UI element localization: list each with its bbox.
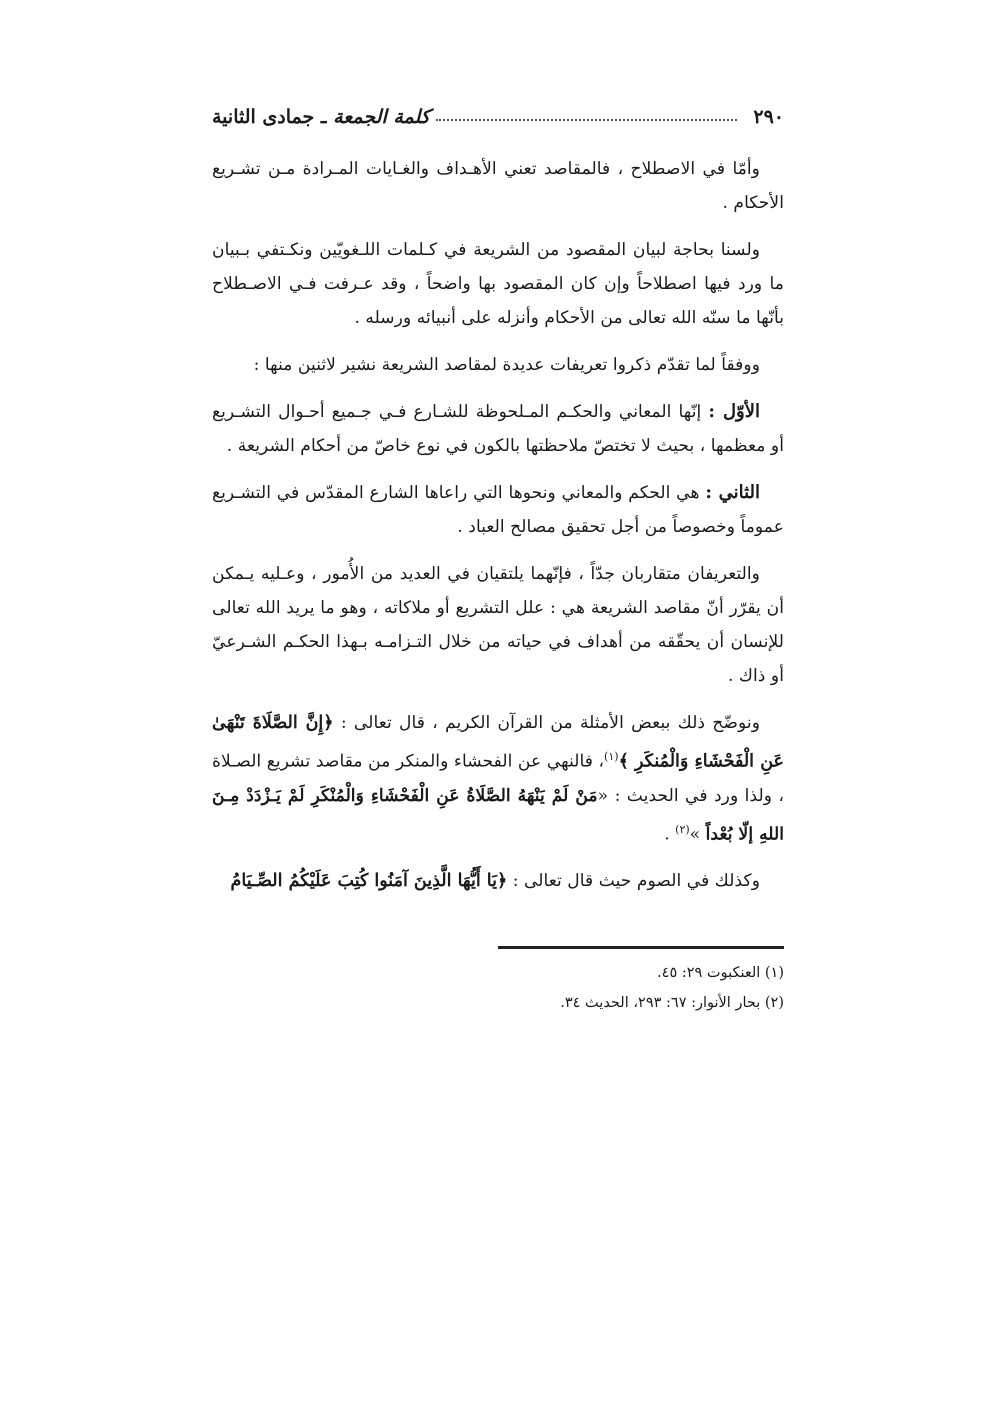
paragraph-1: وأمّا في الاصطلاح ، فالمقاصد تعني الأهـداف والغـايات المـرادة مـن تشـريع الأحكام . bbox=[212, 159, 784, 213]
footnote-1: (١) العنكبوت ٢٩: ٤٥. bbox=[657, 965, 784, 981]
publication-logo: كلمة الجمعة bbox=[333, 106, 430, 128]
definition-first-text: إنّها المعاني والحكـم المـلحوظة للشـارع فـي جـميع أحـوال التشـريع أو معظمها ، بحيث لا تختصّ ملاحظتها بالكون في نوع خاصّ من أحكام الشريعة . bbox=[212, 402, 784, 456]
definition-second-label: الثاني : bbox=[705, 482, 760, 503]
definition-second-text: هي الحكم والمعاني ونحوها التي راعاها الشارع المقدّس في التشـريع عموماً وخصوصاً من أجل تحقيق مصالح العباد . bbox=[212, 483, 784, 537]
paragraph-7-end: . bbox=[664, 824, 676, 845]
running-title bbox=[212, 106, 430, 128]
page-header bbox=[212, 100, 784, 134]
paragraph-7-intro: ونوضّح ذلك ببعض الأمثلة من القرآن الكريم ، قال تعالى : bbox=[333, 713, 761, 733]
paragraph-5 bbox=[212, 476, 784, 544]
footnotes bbox=[212, 958, 784, 1018]
quran-verse-2: ﴿يَا أَيُّهَا الَّذِينَ آمَنُوا كُتِبَ عَلَيْكُمُ الصِّـيَامُ bbox=[230, 871, 508, 892]
footnote-ref-1: (١) bbox=[604, 750, 619, 763]
paragraph-7-middle: ، فالنهي عن الفحشاء والمنكر من مقاصد تشريع الصـلاة ، ولذا ورد في الحديث : « bbox=[212, 751, 784, 806]
page-number: ٢٩٠ bbox=[753, 106, 784, 128]
footnote-separator bbox=[498, 946, 784, 949]
paragraph-8-intro: وكذلك في الصوم حيث قال تعالى : bbox=[507, 871, 760, 892]
hadith-close: » bbox=[689, 824, 706, 845]
paragraph-8 bbox=[212, 864, 784, 898]
quran-verse-1: ﴿إِنَّ الصَّلَاةَ تَنْهَىٰ عَنِ الْفَحْشَاءِ وَالْمُنكَرِ ﴾ bbox=[212, 713, 784, 772]
body-text bbox=[212, 152, 784, 911]
paragraph-4 bbox=[212, 395, 784, 463]
paragraph-2: ولسنا بحاجة لبيان المقصود من الشريعة في كـلمات اللـغويّين ونكـتفي بـبيان ما ورد فيها اصطلاحاً وإن كان المقصود بها واضحاً ، وقد عـرفت فـي الاصـطلاح بأنّها ما سنّه الله تعالى من الأحكام وأنزله على أنبيائه ورسله . bbox=[212, 240, 784, 328]
definition-first-label: الأوّل : bbox=[708, 401, 761, 422]
issue-label: ـ جمادى الثانية bbox=[212, 106, 327, 128]
paragraph-3: ووفقاً لما تقدّم ذكروا تعريفات عديدة لمقاصد الشريعة نشير لاثنين منها : bbox=[253, 355, 760, 375]
paragraph-7 bbox=[212, 706, 784, 851]
footnote-ref-2: (٢) bbox=[675, 822, 690, 836]
paragraph-6: والتعريفان متقاربان جدّاً ، فإنّهما يلتقيان في العديد من الأُمور ، وعـليه يـمكن أن يقرّر أنّ مقاصد الشريعة هي : علل التشريع أو ملاكاته ، وهو ما يريد الله تعالى للإنسان أن يحقّقه من أهداف في حياته من خلال التـزامـه بـهذا الحكـم الشـرعيّ أو ذاك . bbox=[212, 564, 784, 686]
dotted-leader bbox=[436, 119, 738, 121]
footnote-2: (٢) بحار الأنوار: ٦٧: ٢٩٣، الحديث ٣٤. bbox=[560, 995, 784, 1011]
hadith-quote: مَنْ لَمْ يَنْهَهُ الصَّلَاةُ عَنِ الْفَحْشَاءِ وَالْمُنْكَرِ لَمْ يَـزْدَدْ مِـنَ اللهِ إلّا بُعْداً bbox=[212, 785, 784, 845]
